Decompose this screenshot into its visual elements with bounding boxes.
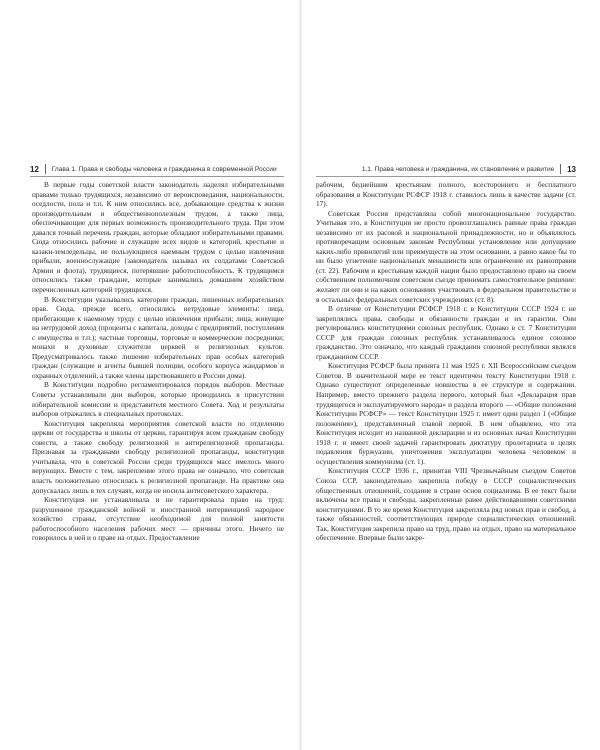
right-page-body: [316, 180, 576, 543]
paragraph: Конституция не устанавливала и не гарантировала право на труд: разрушенное гражданской войной и иностранной интервенцией народное хозяйство страны, отсутствие необходимой для полной занятости работоспособного населения рабочих мест — причины этого. Ничего не говорилось в ней и о праве на отдых. Предоставление: [32, 495, 284, 543]
left-page-body: [32, 180, 284, 543]
paragraph: В отличие от Конституции РСФСР 1918 г. в Конституции СССР 1924 г. не закреплялись права, свободы и обязанности граждан и их гарантии. Они регулировались конституциями союзных республик. Однако в ст. 7 Конституции СССР для граждан союзных республик устанавливалось единое союзное гражданство. Это означало, что каждый гражданин союзной республики являлся гражданином СССР.: [316, 304, 576, 361]
header-separator: [45, 164, 46, 174]
right-page-number: 13: [567, 164, 576, 174]
paragraph: В Конституции указывались категории граждан, лишенных избирательных прав. Сюда, прежде всего, относились нетрудовые элементы: лица, прибегающие к наемному труду с целью извлечения прибыли; лица, живущие на нетрудовой доход (проценты с капитала, доходы с предприятий, поступления с имущества и т.п.); частные торговцы, торговые и коммерческие посредники; монахи и духовные служители церквей и религиозных культов. Предусматривалось также лишение избирательных прав особых категорий граждан (служащие и агенты бывшей полиции, особого корпуса жандармов и охранных отделений, а также члены царствовавшего в России дома).: [32, 294, 284, 380]
left-page-number: 12: [30, 164, 39, 174]
right-running-header: [316, 162, 576, 177]
paragraph: В первые годы советской власти законодатель наделял избирательными правами только трудящихся, независимо от вероисповедания, национальности, оседлости, пола и т.п. К ним относились все, добывающие средства к жизни производительным и общественнополезным трудом, а также лица, обеспечивающие для первых возможность производительного труда. При этом давался точный перечень граждан, которые обладают избирательными правами. Сюда относились рабочие и служащие всех видов и категорий, крестьяне и казаки-земледельцы, не пользующиеся наемным трудом с целью извлечения прибыли, военнослужащие (законодатель называл их солдатами Советской Армии и флота), трудящиеся, потерявшие работоспособность. К трудящимся относились также граждане, которые занимались домашним хозяйством перечисленных категорий трудящихся.: [32, 180, 284, 295]
paragraph: Конституция РСФСР была принята 11 мая 1925 г. XII Всероссийским съездом Советов. В значительной мере ее текст идентичен тексту Конституции 1918 г. Однако существуют определенные новшества в ее структуре и содержании. Например, вместо прежнего раздела первого, который был «Декларация прав трудящегося и эксплуатируемого народа» и раздела второго — «Общие положения Конституции РСФСР» — текст Конституции 1925 г. имеет один раздел 1 («Общие положения»), представленный главой первой. В нем объявлено, что эта Конституция исходит из названной декларации и из основных начал Конституции 1918 г. и имеет своей задачей гарантировать диктатуру пролетариата в целях подавления буржуазии, уничтожения эксплуатации человека человеком и осуществления коммунизма (ст. 1).: [316, 361, 576, 466]
paragraph: Конституция СССР 1936 г., принятая VIII Чрезвычайным съездом Советов Союза ССР, законодательно закрепила победу в СССР социалистических общественных отношений, создание в стране основ социализма. В ее текст были включены все права и свободы, закрепленные ранее действовавшими советскими конституциями. В то же время Конституция закрепляла ряд новых прав и свобод, а также обязанностей, соответствующих природе социалистических отношений. Так, Конституция закрепила право на труд, право на отдых, право на материальное обеспечение. Впервые были закре-: [316, 466, 576, 543]
header-separator: [560, 164, 561, 174]
paragraph: В Конституции подробно регламентировался порядок выборов. Местные Советы устанавливали дни выборов, которые проводились в присутствии избирательной комиссии и представителя местного Совета. Ход и результаты выборов отражались в специальных протоколах.: [32, 380, 284, 419]
paragraph: рабочим, беднейшим крестьянам полного, всестороннего и бесплатного образования в Конституции РСФСР 1918 г. ставилось лишь в качестве задачи (ст. 17).: [316, 180, 576, 209]
paragraph: Советская Россия представляла собой многонациональное государство. Учитывая это, в Конституции не просто провозглашались равные права граждан независимо от их расовой и национальной принадлежности, но и объявлялось противоречащим основным законам Республики установление или допущение каких-либо привилегий или преимуществ на этом основании, а равно какое бы то ни было угнетение национальных меньшинств или ограничение их равноправия (ст. 22). Рабочим и крестьянам каждой нации было предоставлено право на своем собственном полномочном советском съезде принимать самостоятельное решение: желают ли они и на каких основаниях участвовать в федеральном правительстве и в остальных федеральных советских учреждениях (ст. 8).: [316, 208, 576, 304]
right-running-head: 1.1. Права человека и гражданина, их становление и развитие: [361, 165, 555, 173]
book-gutter: [299, 0, 302, 750]
left-running-header: [30, 162, 284, 177]
paragraph: Конституция закрепляла мероприятия советской власти по отделению церкви от государства и школы от церкви, гарантируя всем гражданам свободу совести, а также свободу религиозной и антирелигиозной пропаганды. Признавая за гражданами свободу религиозной пропаганды, конституция учитывала, что в советской России среди трудящихся масс имелось много верующих. Вместе с тем, закрепление этого права не означало, что советская власть положительно относилась к религиозной пропаганде. На практике она допускалась лишь в тех случаях, когда не носила антисоветского характера.: [32, 418, 284, 495]
left-running-head: Глава 1. Права и свободы человека и гражданина в современной России: [51, 165, 277, 173]
